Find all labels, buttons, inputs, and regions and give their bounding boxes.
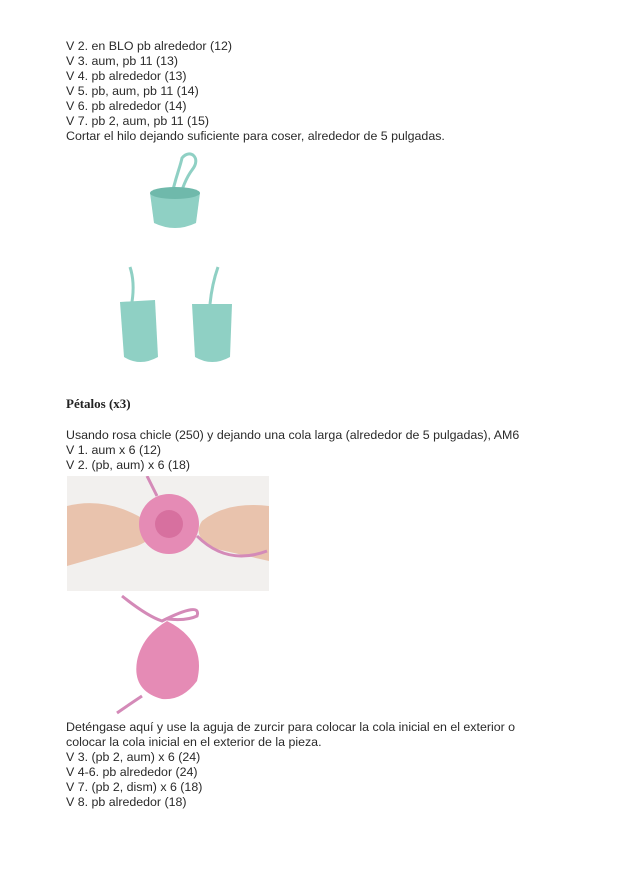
instruction-line: Deténgase aquí y use la aguja de zurcir para colocar la cola inicial en el exterior o [66, 720, 516, 734]
round-line: V 3. aum, pb 11 (13) [66, 54, 179, 68]
round-line: V 8. pb alrededor (18) [66, 795, 187, 809]
round-line: V 6. pb alrededor (14) [66, 99, 187, 113]
round-line: V 3. (pb 2, aum) x 6 (24) [66, 750, 201, 764]
pink-circle-hands-photo [67, 476, 269, 591]
round-line: V 5. pb, aum, pb 11 (14) [66, 84, 199, 98]
instruction-line: Cortar el hilo dejando suficiente para coser, alrededor de 5 pulgadas. [66, 129, 445, 143]
round-line: V 4-6. pb alrededor (24) [66, 765, 198, 779]
instruction-line: colocar la cola inicial en el exterior de la pieza. [66, 735, 322, 749]
section-heading: Pétalos (x3) [66, 396, 131, 411]
teal-pieces-photo [100, 262, 260, 382]
round-line: V 7. (pb 2, dism) x 6 (18) [66, 780, 203, 794]
round-line: V 7. pb 2, aum, pb 11 (15) [66, 114, 210, 128]
round-line: V 2. (pb, aum) x 6 (18) [66, 458, 190, 472]
teal-cup-photo [110, 148, 240, 253]
instruction-line: Usando rosa chicle (250) y dejando una cola larga (alrededor de 5 pulgadas), AM6 [66, 428, 520, 442]
pink-petal-photo [67, 591, 269, 716]
round-line: V 1. aum x 6 (12) [66, 443, 162, 457]
round-line: V 2. en BLO pb alrededor (12) [66, 39, 232, 53]
round-line: V 4. pb alrededor (13) [66, 69, 187, 83]
